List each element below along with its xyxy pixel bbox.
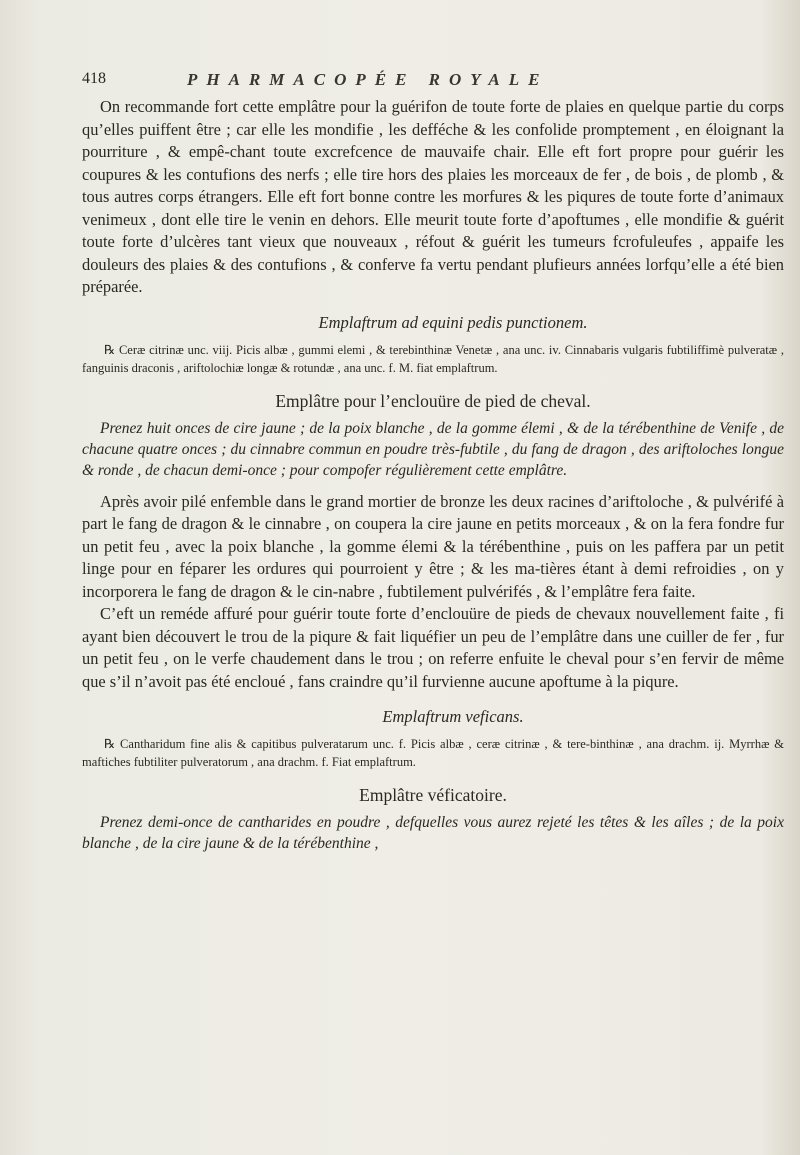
running-title: PHARMACOPÉE ROYALE bbox=[187, 70, 549, 89]
paragraph-preparation: Après avoir pilé enfemble dans le grand mortier de bronze les deux racines d’ariftoloche , & pulvérifé à part le fang de dragon & le cinnabre , on coupera la cire jaune en petits morceaux , & on la fera fondre fur un petit feu , avec la poix blanche , la gomme élemi & la térébenthine , puis on les paffera par un petit linge pour en féparer les ordures qui pourroient y être ; & les ma-tières étant à demi refroidies , on y incorporera le fang de dragon & le cin-nabre , fubtilement pulvérifés , & l’emplâtre fera faite. bbox=[82, 491, 784, 601]
french-recipe-horse-foot: Prenez huit onces de cire jaune ; de la poix blanche , de la gomme élemi , & de la térébenthine de Venife , de chacune quatre onces ; du cinnabre commun en poudre très-fubtile , du fang de dragon , des ariftoloches longue & ronde , de chacun demi-once ; pour compofer régulièrement cette emplâtre. bbox=[82, 419, 784, 479]
latin-recipe-vesicant: ℞ Cantharidum fine alis & capitibus pulveratarum unc. f. Picis albæ , ceræ citrinæ , & tere-binthinæ , ana drachm. ij. Myrrhæ & maftiches fubtiliter pulveratorum , ana drachm. f. Fiat emplaftrum. bbox=[82, 737, 784, 769]
paragraph-plaster-virtues: On recommande fort cette emplâtre pour la guérifon de toute forte de plaies en quelque partie du corps qu’elles puiffent être ; car elle les mondifie , les defféche & les confolide promptement , en éloignant la pourriture , & empê-chant toute excrefcence de mauvaife chair. Elle eft fort propre pour guérir les coupures & les contufions des nerfs ; elle tire hors des plaies les morceaux de fer , de bois , de plomb , & tous autres corps étrangers. Elle eft fort bonne contre les morfures & les piqures de toute forte d’animaux venimeux , dont elle tire le venin en dehors. Elle meurit toute forte d’apoftumes , elle mondifie & guérit toute forte d’ulcères tant vieux que nouveaux , réfout & guérit les tumeurs fcrofuleufes , appaife les douleurs des plaies & des contufions , & conferve fa vertu pendant plufieurs années lorfqu’elle a été bien préparée. bbox=[82, 97, 784, 296]
french-heading-vesicant: Emplâtre véficatoire. bbox=[359, 785, 507, 805]
french-heading-horse-foot: Emplâtre pour l’enclouüre de pied de cheval. bbox=[275, 390, 591, 411]
page-content bbox=[82, 96, 784, 854]
page-header bbox=[82, 70, 782, 94]
latin-heading-horse-foot: Emplaftrum ad equini pedis punctionem. bbox=[318, 312, 588, 332]
latin-recipe-horse-foot: ℞ Ceræ citrinæ unc. viij. Picis albæ , gummi elemi , & terebinthinæ Venetæ , ana unc. iv. Cinnabaris vulgaris fubtiliffimè pulveratæ , fanguinis draconis , ariftolochiæ longæ & rotundæ , ana unc. f. M. fiat emplaftrum. bbox=[82, 342, 784, 375]
page-number: 418 bbox=[82, 70, 106, 87]
latin-heading-vesicant: Emplaftrum veficans. bbox=[382, 707, 524, 726]
french-recipe-vesicant: Prenez demi-once de cantharides en poudre , defquelles vous aurez rejeté les têtes & les aîles ; de la poix blanche , de la cire jaune & de la térébenthine , bbox=[82, 814, 784, 852]
paragraph-remedy-use: C’eft un reméde affuré pour guérir toute forte d’enclouüre de pieds de chevaux nouvellement faite , fi ayant bien découvert le trou de la piqure & fait liquéfier un peu de l’emplâtre dans une cuiller de fer , fur un petit feu , on le verfe chaudement dans le trou ; on referre enfuite le cheval pour s’en fervir de même que s’il n’avoit pas été encloué , fans craindre qu’il furvienne aucune apoftume à la piqure. bbox=[82, 604, 784, 691]
